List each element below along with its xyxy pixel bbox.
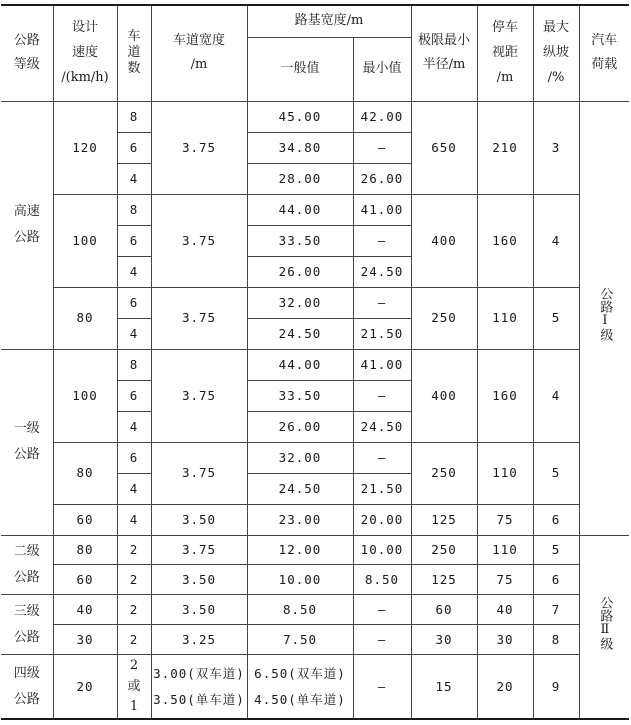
- general-width-cell: 12.00: [247, 535, 353, 565]
- speed-cell: 80: [53, 535, 117, 565]
- speed-cell: 40: [53, 595, 117, 625]
- sight-cell: 110: [477, 287, 533, 349]
- minimum-width-cell: 10.00: [353, 535, 411, 565]
- max-grade-cell: 7: [533, 595, 579, 625]
- sight-cell: 75: [477, 504, 533, 535]
- minimum-width-cell: 20.00: [353, 504, 411, 535]
- table-row: [1, 625, 629, 655]
- lanes-cell: 8: [117, 194, 151, 225]
- speed-cell: 80: [53, 442, 117, 504]
- sight-cell: 40: [477, 595, 533, 625]
- lane-width-cell: 3.75: [151, 194, 247, 287]
- max-grade-cell: 6: [533, 565, 579, 595]
- header-minimum: 最小值: [353, 37, 411, 101]
- sight-cell: 110: [477, 535, 533, 565]
- minimum-width-cell: 41.00: [353, 349, 411, 380]
- minimum-width-cell: 24.50: [353, 256, 411, 287]
- minimum-width-cell: —: [353, 655, 411, 719]
- speed-cell: 20: [53, 655, 117, 719]
- lanes-cell: 2: [117, 565, 151, 595]
- lane-width-cell: 3.75: [151, 287, 247, 349]
- minimum-width-cell: —: [353, 442, 411, 473]
- minimum-width-cell: 26.00: [353, 163, 411, 194]
- table-row: [1, 442, 629, 473]
- general-width-cell: 26.00: [247, 411, 353, 442]
- lane-width-cell: 3.75: [151, 349, 247, 442]
- max-grade-cell: 3: [533, 101, 579, 194]
- header-roadbed-width: 路基宽度/m: [247, 5, 411, 37]
- lanes-cell: 4: [117, 411, 151, 442]
- vehicle-load-cell: [579, 535, 629, 719]
- minimum-width-cell: —: [353, 225, 411, 256]
- table-row: [1, 504, 629, 535]
- max-grade-cell: 4: [533, 194, 579, 287]
- general-width-cell: 34.80: [247, 132, 353, 163]
- lanes-cell: 2: [117, 625, 151, 655]
- sight-cell: 110: [477, 442, 533, 504]
- speed-cell: 60: [53, 565, 117, 595]
- lane-width-cell: 3.75: [151, 442, 247, 504]
- grade-cell: 二级 公路: [1, 535, 53, 595]
- lanes-cell: 2: [117, 535, 151, 565]
- table-row: [1, 349, 629, 380]
- radius-cell: 250: [411, 442, 477, 504]
- header-lane-width: 车道宽度 /m: [151, 5, 247, 101]
- general-width-line: 6.50(双车道): [254, 665, 346, 681]
- table-row: [1, 655, 629, 719]
- sight-cell: 30: [477, 625, 533, 655]
- sight-cell: 160: [477, 349, 533, 442]
- vehicle-load-cell: [579, 101, 629, 535]
- general-width-cell: 32.00: [247, 287, 353, 318]
- radius-cell: 125: [411, 504, 477, 535]
- general-width-cell: 44.00: [247, 194, 353, 225]
- radius-cell: 60: [411, 595, 477, 625]
- header-min-radius: 极限最小 半径/m: [411, 5, 477, 101]
- max-grade-cell: 5: [533, 442, 579, 504]
- road-standards-table: [1, 4, 629, 720]
- header-max-grade: 最大 纵坡 /%: [533, 5, 579, 101]
- general-width-cell: 28.00: [247, 163, 353, 194]
- header-lanes: 车 道 数: [117, 5, 151, 101]
- general-width-cell: 33.50: [247, 380, 353, 411]
- header-design-speed: 设计 速度 /(km/h): [53, 5, 117, 101]
- lane-width-cell: 3.25: [151, 625, 247, 655]
- lanes-cell: 4: [117, 256, 151, 287]
- minimum-width-cell: —: [353, 625, 411, 655]
- lane-width-cell: 3.50: [151, 595, 247, 625]
- header-grade: 公路 等级: [1, 5, 53, 101]
- radius-cell: 250: [411, 535, 477, 565]
- radius-cell: 30: [411, 625, 477, 655]
- general-width-cell: 45.00: [247, 101, 353, 132]
- vehicle-load-label: 公路Ⅰ级: [597, 287, 613, 342]
- lane-width-line: 3.50(单车道): [153, 691, 245, 707]
- speed-cell: 60: [53, 504, 117, 535]
- speed-cell: 30: [53, 625, 117, 655]
- radius-cell: 250: [411, 287, 477, 349]
- general-width-cell: 24.50: [247, 318, 353, 349]
- table-row: [1, 194, 629, 225]
- lanes-cell: 2 或 1: [117, 655, 151, 719]
- table-row: [1, 565, 629, 595]
- lane-width-cell: 3.50: [151, 565, 247, 595]
- minimum-width-cell: —: [353, 132, 411, 163]
- grade-cell: 三级 公路: [1, 595, 53, 655]
- minimum-width-cell: 8.50: [353, 565, 411, 595]
- lanes-cell: 8: [117, 101, 151, 132]
- vehicle-load-label: 公路Ⅱ级: [597, 596, 613, 651]
- lanes-cell: 4: [117, 318, 151, 349]
- lanes-cell: 2: [117, 595, 151, 625]
- minimum-width-cell: —: [353, 595, 411, 625]
- header-stopping-sight: 停车 视距 /m: [477, 5, 533, 101]
- sight-cell: 75: [477, 565, 533, 595]
- header-general: 一般值: [247, 37, 353, 101]
- lanes-cell: 6: [117, 287, 151, 318]
- radius-cell: 400: [411, 194, 477, 287]
- max-grade-cell: 5: [533, 535, 579, 565]
- general-width-cell: 26.00: [247, 256, 353, 287]
- general-width-cell: 8.50: [247, 595, 353, 625]
- speed-cell: 120: [53, 101, 117, 194]
- minimum-width-cell: 42.00: [353, 101, 411, 132]
- general-width-cell: 23.00: [247, 504, 353, 535]
- grade-cell: 高速 公路: [1, 101, 53, 349]
- max-grade-cell: 6: [533, 504, 579, 535]
- sight-cell: 160: [477, 194, 533, 287]
- table-body: [1, 101, 629, 719]
- general-width-cell: 7.50: [247, 625, 353, 655]
- speed-cell: 100: [53, 194, 117, 287]
- lane-width-cell: 3.75: [151, 101, 247, 194]
- grade-cell: 一级 公路: [1, 349, 53, 535]
- max-grade-cell: 4: [533, 349, 579, 442]
- minimum-width-cell: 41.00: [353, 194, 411, 225]
- lanes-cell: 4: [117, 473, 151, 504]
- sight-cell: 210: [477, 101, 533, 194]
- table-row: [1, 287, 629, 318]
- minimum-width-cell: —: [353, 287, 411, 318]
- general-width-cell: 33.50: [247, 225, 353, 256]
- lanes-cell: 8: [117, 349, 151, 380]
- minimum-width-cell: 21.50: [353, 473, 411, 504]
- minimum-width-cell: 24.50: [353, 411, 411, 442]
- lane-width-line: 3.00(双车道): [153, 665, 245, 681]
- max-grade-cell: 8: [533, 625, 579, 655]
- header-vehicle-load: 汽车 荷载: [579, 5, 629, 101]
- grade-cell: 四级 公路: [1, 655, 53, 719]
- minimum-width-cell: —: [353, 380, 411, 411]
- lanes-cell: 6: [117, 380, 151, 411]
- sight-cell: 20: [477, 655, 533, 719]
- lanes-cell: 6: [117, 442, 151, 473]
- table-row: [1, 101, 629, 132]
- general-width-cell: 44.00: [247, 349, 353, 380]
- radius-cell: 15: [411, 655, 477, 719]
- general-width-cell: [247, 655, 353, 719]
- speed-cell: 80: [53, 287, 117, 349]
- lane-width-cell: [151, 655, 247, 719]
- minimum-width-cell: 21.50: [353, 318, 411, 349]
- max-grade-cell: 9: [533, 655, 579, 719]
- general-width-cell: 32.00: [247, 442, 353, 473]
- speed-cell: 100: [53, 349, 117, 442]
- lanes-cell: 6: [117, 132, 151, 163]
- general-width-line: 4.50(单车道): [254, 691, 346, 707]
- lanes-cell: 4: [117, 504, 151, 535]
- table-row: [1, 535, 629, 565]
- lanes-cell: 6: [117, 225, 151, 256]
- max-grade-cell: 5: [533, 287, 579, 349]
- radius-cell: 650: [411, 101, 477, 194]
- lane-width-cell: 3.50: [151, 504, 247, 535]
- table-row: [1, 595, 629, 625]
- general-width-cell: 24.50: [247, 473, 353, 504]
- lane-width-cell: 3.75: [151, 535, 247, 565]
- lanes-cell: 4: [117, 163, 151, 194]
- radius-cell: 125: [411, 565, 477, 595]
- general-width-cell: 10.00: [247, 565, 353, 595]
- radius-cell: 400: [411, 349, 477, 442]
